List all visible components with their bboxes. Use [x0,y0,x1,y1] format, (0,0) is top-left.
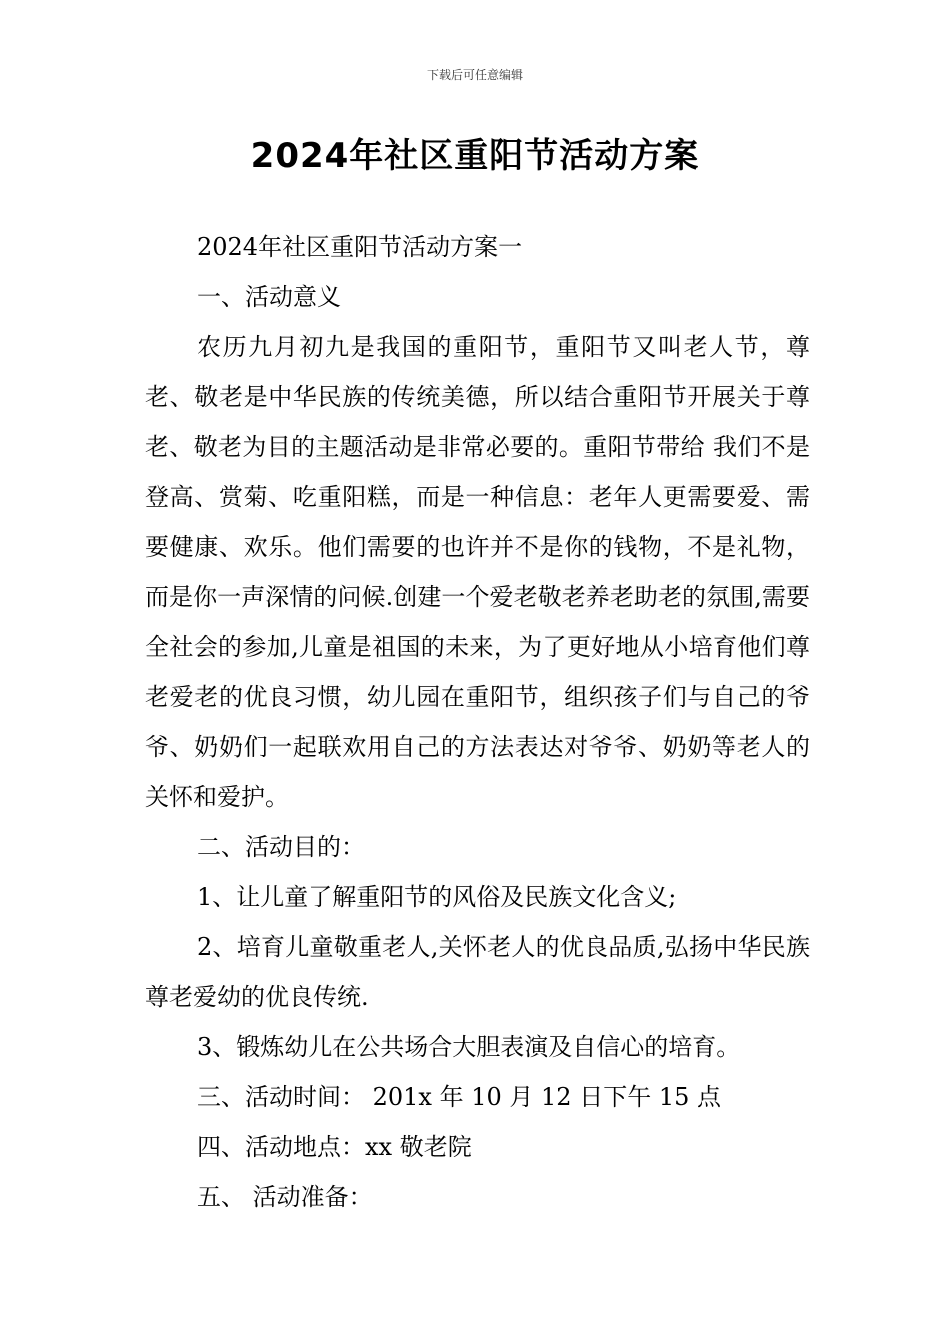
section-heading-goals: 二、活动目的： [197,833,365,861]
document-title: 2024年社区重阳节活动方案 [250,136,700,176]
section-location: 四、活动地点：xx 敬老院 [197,1133,472,1161]
section-preparation: 五、 活动准备： [197,1183,373,1211]
section-heading-significance: 一、活动意义 [197,283,341,311]
subtitle-line: 2024年社区重阳节活动方案一 [197,233,523,261]
paragraph-significance: 农历九月初九是我国的重阳节，重阳节又叫老人节，尊老、敬老是中华民族的传统美德，所以结合重阳节开展关于尊老、敬老为目的主题活动是非常必要的。重阳节带给 我们不是登高、赏菊、吃重阳糕，而是一种信息：老年人更需要爱、需要健康、欢乐。他们需要的也许并不是你的钱物，不是礼物，而是你一声深情的问候.创建一个爱老敬老养老助老的氛围,需要全社会的参加,儿童是祖国的未来，为了更好地从小培育他们尊老爱老的优良习惯，幼儿园在重阳节，组织孩子们与自己的爷爷、奶奶们一起联欢用自己的方法表达对爷爷、奶奶等老人的关怀和爱护。 [145,333,810,811]
goal-item-2: 2、培育儿童敬重老人,关怀老人的优良品质,弘扬中华民族尊老爱幼的优良传统. [145,933,810,1011]
goal-item-1: 1、让儿童了解重阳节的风俗及民族文化含义; [197,883,677,911]
section-time: 三、活动时间： 201x 年 10 月 12 日下午 15 点 [197,1083,721,1111]
goal-item-3: 3、锻炼幼儿在公共场合大胆表演及自信心的培育。 [197,1033,741,1061]
header-note: 下载后可任意编辑 [426,68,523,82]
document-body [145,222,810,1222]
